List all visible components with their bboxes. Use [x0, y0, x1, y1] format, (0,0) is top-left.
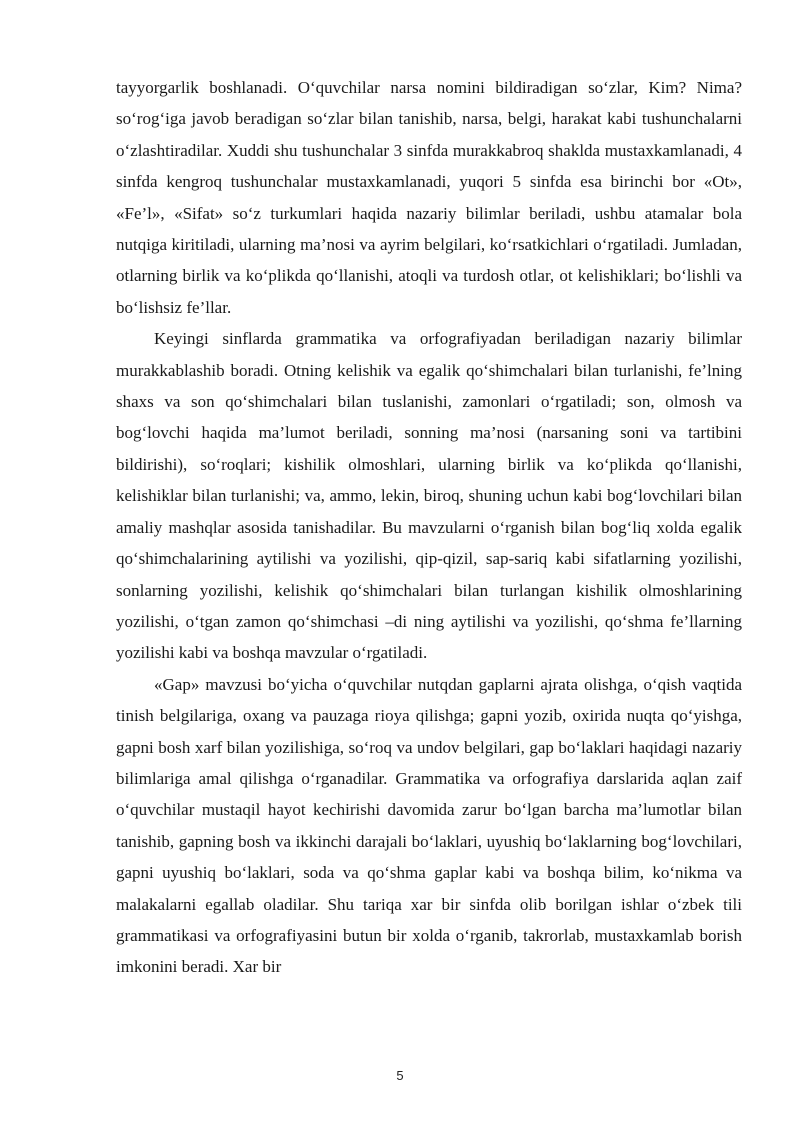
- page-body: [116, 72, 742, 983]
- paragraph-continuation: tayyorgarlik boshlanadi. O‘quvchilar narsa nomini bildiradigan so‘zlar, Kim? Nima? so‘rog‘iga javob beradigan so‘zlar bilan tanishib, narsa, belgi, harakat kabi tushunchalarni o‘zlashtiradilar. Xuddi shu tushunchalar 3 sinfda murakkabroq shaklda mustaxkamlanadi, 4 sinfda kengroq tushunchalar mustaxkamlanadi, yuqori 5 sinfda esa birinchi bor «Ot», «Fe’l», «Sifat» so‘z turkumlari haqida nazariy bilimlar beriladi, ushbu atamalar bola nutqiga kiritiladi, ularning ma’nosi va ayrim belgilari, ko‘rsatkichlari o‘rgatiladi. Jumladan, otlarning birlik va ko‘plikda qo‘llanishi, atoqli va turdosh otlar, ot kelishiklari; bo‘lishli va bo‘lishsiz fe’llar.: [116, 78, 742, 317]
- paragraph-sentence-topic: «Gap» mavzusi bo‘yicha o‘quvchilar nutqdan gaplarni ajrata olishga, o‘qish vaqtida tinish belgilariga, oxang va pauzaga rioya qilishga; gapni yozib, oxirida nuqta qo‘yishga, gapni bosh xarf bilan yozilishiga, so‘roq va undov belgilari, gap bo‘laklari haqidagi nazariy bilimlariga amal qilishga o‘rganadilar. Grammatika va orfografiya darslarida aqlan zaif o‘quvchilar mustaqil hayot kechirishi davomida zarur bo‘lgan barcha ma’lumotlar bilan tanishib, gapning bosh va ikkinchi darajali bo‘laklari, uyushiq bo‘laklarning bog‘lovchilari, gapni uyushiq bo‘laklari, soda va qo‘shma gaplar kabi va boshqa bilim, ko‘nikma va malakalarni egallab oladilar. Shu tariqa xar bir sinfda olib borilgan ishlar o‘zbek tili grammatikasi va orfografiyasini butun bir xolda o‘rganib, takrorlab, mustaxkamlab borish imkonini beradi. Xar bir: [116, 674, 742, 977]
- paragraph-grammar-topics: Keyingi sinflarda grammatika va orfografiyadan beriladigan nazariy bilimlar murakkablashib boradi. Otning kelishik va egalik qo‘shimchalari bilan turlanishi, fe’lning shaxs va son qo‘shimchalari bilan tuslanishi, zamonlari o‘rgatiladi; son, olmosh va bog‘lovchi haqida ma’lumot beriladi, sonning ma’nosi (narsaning soni va tartibini bildirishi), so‘roqlari; kishilik olmoshlari, ularning birlik va ko‘plikda qo‘llanishi, kelishiklar bilan turlanishi; va, ammo, lekin, biroq, shuning uchun kabi bog‘lovchilari bilan amaliy mashqlar asosida tanishadilar. Bu mavzularni o‘rganish bilan bog‘liq xolda egalik qo‘shimchalarining aytilishi va yozilishi, qip-qizil, sap-sariq kabi sifatlarning yozilishi, sonlarning yozilishi, kelishik qo‘shimchalari bilan turlangan kishilik olmoshlarining yozilishi, o‘tgan zamon qo‘shimchasi –di ning aytilishi va yozilishi, qo‘shma fe’llarning yozilishi kabi va boshqa mavzular o‘rgatiladi.: [116, 329, 742, 663]
- page-number: 5: [396, 1068, 404, 1083]
